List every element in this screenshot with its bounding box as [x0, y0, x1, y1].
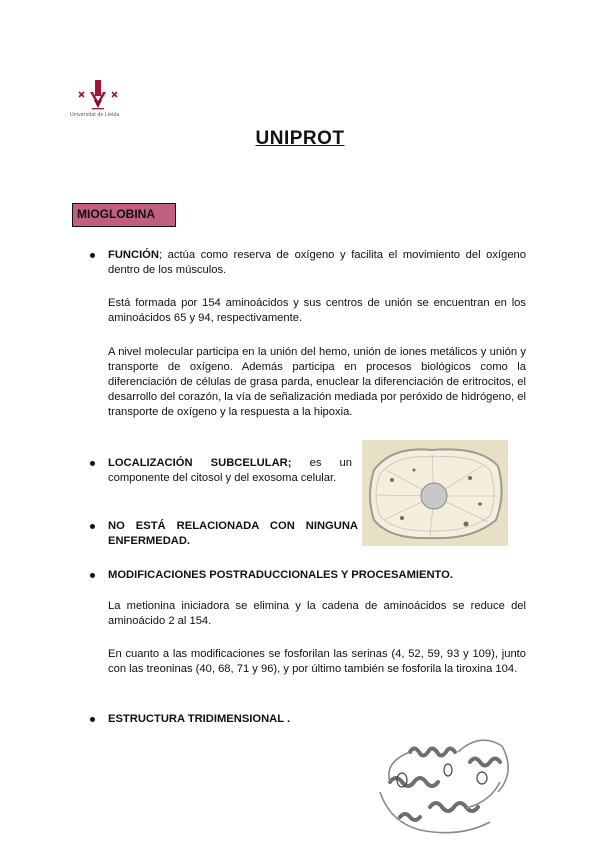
section-heading: MIOGLOBINA — [72, 203, 176, 227]
funcion-label: FUNCIÓN — [108, 249, 159, 261]
funcion-paragraph-2: Está formada por 154 aminoácidos y sus centros de unión se encuentran en los aminoácidos 65 y 94, respectivamente. — [108, 297, 526, 324]
protein-structure-image — [370, 722, 520, 842]
modificaciones-item — [108, 568, 526, 583]
enfermedad-label: NO ESTÁ RELACIONADA CON NINGUNA ENFERMEDAD. — [108, 520, 358, 547]
estructura-label: ESTRUCTURA TRIDIMENSIONAL . — [108, 713, 291, 725]
funcion-text: ; actúa como reserva de oxígeno y facilita el movimiento del oxígeno dentro de los músculos. — [108, 249, 526, 276]
funcion-paragraph-3: A nivel molecular participa en la unión del hemo, unión de iones metálicos y unión y transporte de oxígeno. Además participa en procesos biológicos como la diferenciación de células de grasa parda, enuclear la diferenciación de eritrocitos, el desarrollo del corazón, la vía de señalización mediada por peróxido de hidrógeno, el transporte de oxígeno y la respuesta a la hipoxia. — [108, 346, 526, 418]
modificaciones-paragraph-2: En cuanto a las modificaciones se fosforilan las serinas (4, 52, 59, 93 y 109), junto con las treoninas (40, 68, 71 y 96), y por último también se fosforila la tiroxina 104. — [108, 648, 526, 675]
logo-caption: Universitat de Lleida — [70, 112, 120, 118]
localizacion-item — [108, 456, 352, 486]
localizacion-label: LOCALIZACIÓN SUBCELULAR; — [108, 457, 292, 469]
page-title: UNIPROT — [255, 128, 345, 149]
modificaciones-label: MODIFICACIONES POSTRADUCCIONALES Y PROCESAMIENTO. — [108, 569, 453, 581]
localizacion-text: es un componente del citosol y del exosoma celular. — [108, 457, 352, 484]
funcion-item — [108, 248, 526, 278]
modificaciones-paragraph-1: La metionina iniciadora se elimina y la cadena de aminoácidos se reduce del aminoácido 2 al 154. — [108, 600, 526, 627]
enfermedad-item — [108, 519, 358, 549]
cell-illustration — [362, 440, 508, 546]
